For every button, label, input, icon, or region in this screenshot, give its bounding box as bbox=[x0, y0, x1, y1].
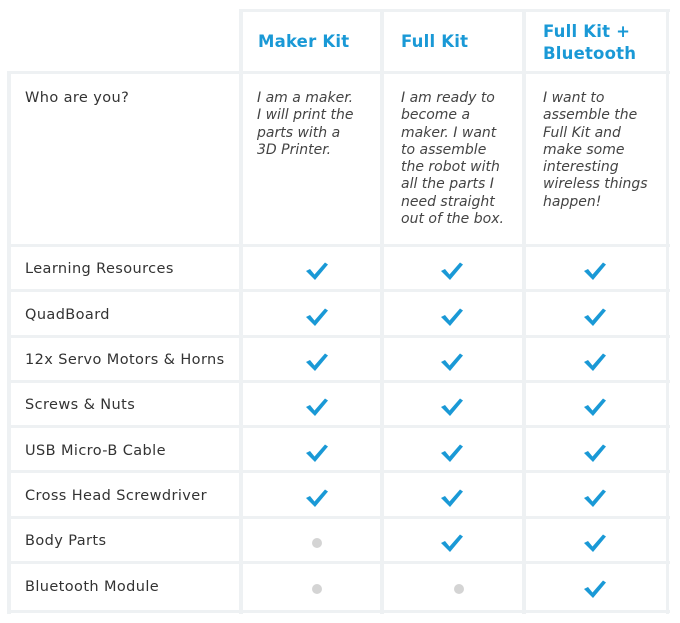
row-divider bbox=[7, 610, 670, 613]
description-line: Full Kit and bbox=[543, 124, 621, 141]
description-line: I want to bbox=[543, 90, 605, 106]
header-top-border bbox=[239, 9, 670, 12]
row-label: Bluetooth Module bbox=[25, 579, 160, 595]
description-line: wireless things bbox=[543, 176, 648, 193]
row-divider bbox=[7, 335, 670, 338]
column-header-text: Maker Kit bbox=[258, 32, 350, 51]
description-line: assemble the bbox=[543, 107, 638, 124]
column-divider bbox=[380, 9, 384, 614]
row-divider bbox=[7, 289, 670, 292]
description-line: I will print the bbox=[257, 107, 354, 124]
column-header-text: Bluetooth bbox=[543, 44, 637, 63]
column-divider bbox=[522, 9, 526, 614]
checkmark-icon bbox=[305, 396, 329, 418]
checkmark-icon bbox=[583, 260, 607, 282]
description-line: happen! bbox=[543, 193, 602, 210]
description-line: out of the box. bbox=[401, 211, 504, 228]
full-kit-description bbox=[401, 90, 521, 228]
row-divider bbox=[7, 470, 670, 473]
column-header-text: Full Kit + bbox=[543, 22, 631, 41]
checkmark-icon bbox=[440, 351, 464, 373]
description-line: I am a maker. bbox=[257, 90, 354, 106]
checkmark-icon bbox=[583, 487, 607, 509]
column-header-full-kit-bluetooth bbox=[543, 21, 636, 65]
row-divider bbox=[7, 244, 670, 247]
description-line: the robot with bbox=[401, 159, 500, 176]
description-line: to assemble bbox=[401, 141, 487, 158]
row-divider bbox=[7, 561, 670, 564]
checkmark-icon bbox=[583, 306, 607, 328]
row-label: QuadBoard bbox=[25, 307, 110, 323]
checkmark-icon bbox=[583, 442, 607, 464]
description-line: maker. I want bbox=[401, 124, 497, 141]
checkmark-icon bbox=[440, 442, 464, 464]
full-kit-bluetooth-description bbox=[543, 90, 663, 211]
checkmark-icon bbox=[440, 487, 464, 509]
row-label: Body Parts bbox=[25, 533, 107, 549]
description-line: 3D Printer. bbox=[257, 141, 332, 158]
checkmark-icon bbox=[583, 532, 607, 554]
description-line: parts with a bbox=[257, 124, 341, 141]
checkmark-icon bbox=[583, 578, 607, 600]
description-line: interesting bbox=[543, 159, 619, 176]
row-divider bbox=[7, 425, 670, 428]
row-label: Cross Head Screwdriver bbox=[25, 488, 207, 504]
description-line: I am ready to bbox=[401, 90, 495, 106]
checkmark-icon bbox=[440, 306, 464, 328]
row-label: Screws & Nuts bbox=[25, 397, 136, 413]
gray-dot-icon bbox=[312, 538, 322, 548]
column-header-maker-kit bbox=[258, 31, 349, 53]
checkmark-icon bbox=[583, 351, 607, 373]
column-divider bbox=[666, 9, 669, 614]
row-divider bbox=[7, 71, 670, 74]
checkmark-icon bbox=[305, 306, 329, 328]
row-label: Learning Resources bbox=[25, 261, 174, 277]
column-divider bbox=[7, 71, 11, 614]
maker-kit-description bbox=[257, 90, 377, 159]
checkmark-icon bbox=[305, 260, 329, 282]
description-line: become a bbox=[401, 107, 471, 124]
row-divider bbox=[7, 380, 670, 383]
gray-dot-icon bbox=[454, 584, 464, 594]
row-label: USB Micro-B Cable bbox=[25, 443, 166, 459]
description-line: need straight bbox=[401, 193, 495, 210]
checkmark-icon bbox=[583, 396, 607, 418]
row-label: 12x Servo Motors & Horns bbox=[25, 352, 225, 368]
gray-dot-icon bbox=[312, 584, 322, 594]
row-divider bbox=[7, 516, 670, 519]
column-header-full-kit bbox=[401, 31, 468, 53]
description-line: make some bbox=[543, 141, 625, 158]
checkmark-icon bbox=[440, 260, 464, 282]
description-line: all the parts I bbox=[401, 176, 494, 193]
checkmark-icon bbox=[305, 442, 329, 464]
checkmark-icon bbox=[305, 487, 329, 509]
checkmark-icon bbox=[440, 532, 464, 554]
column-header-text: Full Kit bbox=[401, 32, 469, 51]
row-label-who-are-you: Who are you? bbox=[25, 90, 130, 106]
column-divider bbox=[239, 9, 243, 614]
checkmark-icon bbox=[440, 396, 464, 418]
checkmark-icon bbox=[305, 351, 329, 373]
